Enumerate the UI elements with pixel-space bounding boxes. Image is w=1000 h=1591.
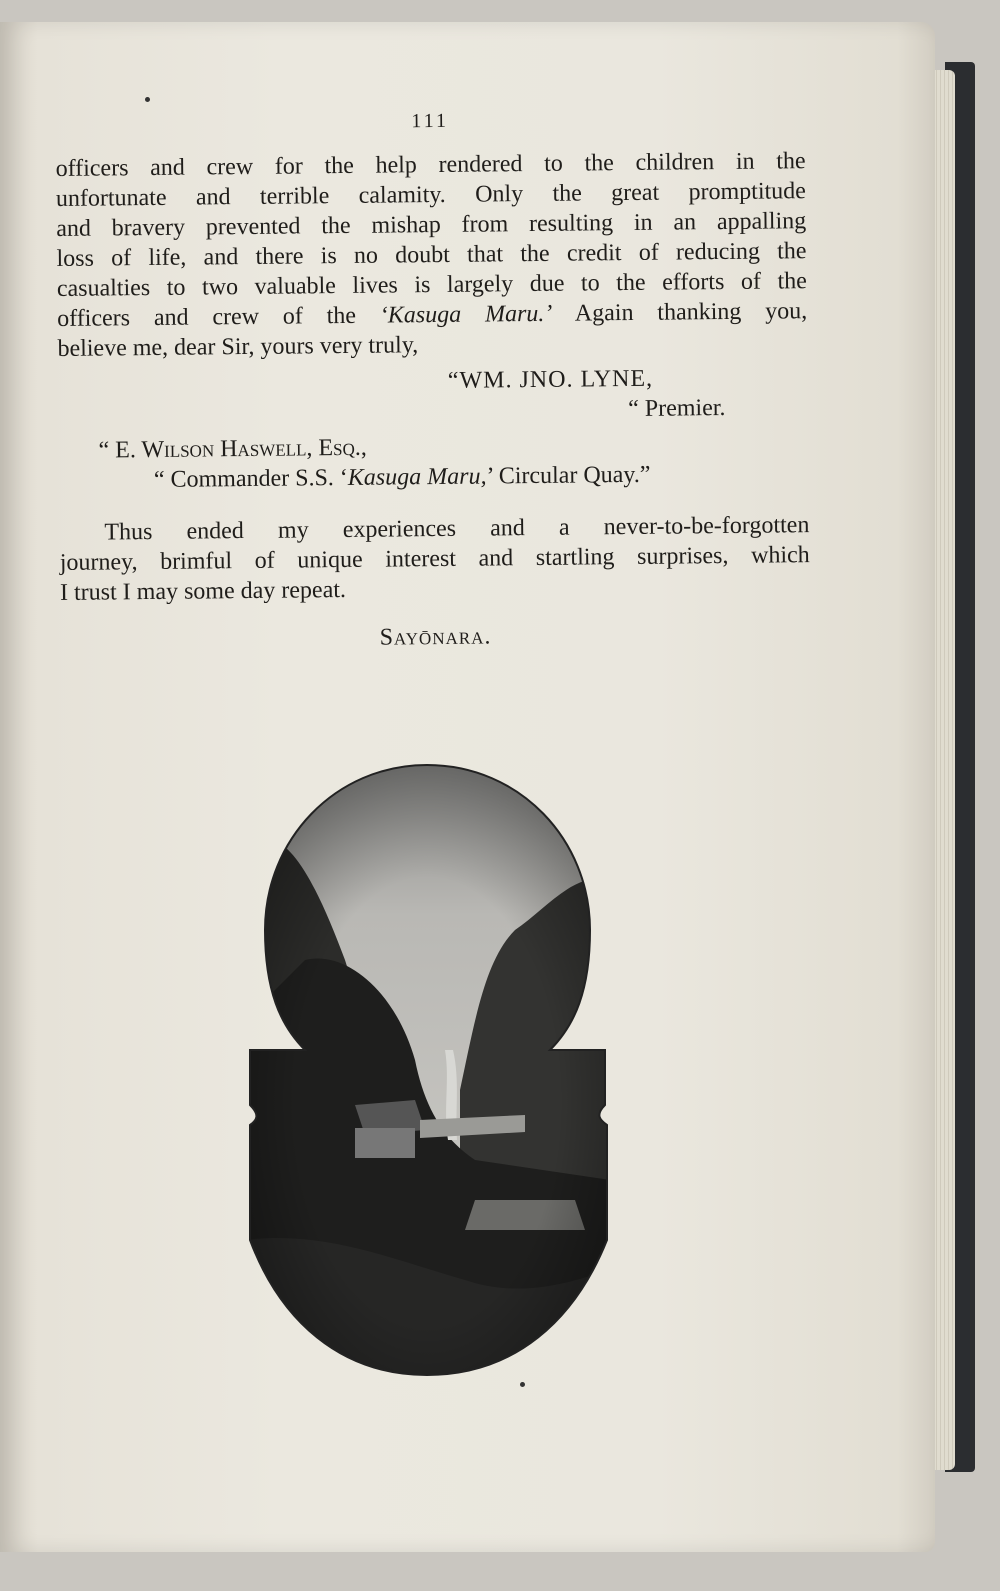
letter-line: officers and crew of the: [57, 302, 357, 332]
addressee-role-prefix: “ Commander S.S. ‘: [153, 464, 348, 493]
closing-line: journey, brimful of unique interest and startling surprises, which: [59, 542, 810, 576]
ink-speck: [145, 97, 150, 102]
farewell: Sayōnara.: [379, 623, 492, 651]
closing-paragraph: [59, 510, 810, 608]
addressee-role-suffix: ’ Circular Quay.”: [486, 461, 651, 490]
letter-line: Again thanking you,: [574, 298, 808, 327]
letter-line: casualties to two valuable lives is largely due to the efforts of the: [56, 268, 807, 302]
ship-name: ‘Kasuga Maru.’: [379, 300, 553, 329]
waterfall-photograph: [245, 760, 610, 1380]
letter-line: loss of life, and there is no doubt that the credit of reducing the: [56, 238, 807, 272]
addressee-name: “ E. Wilson Haswell, Esq.,: [98, 434, 367, 464]
letter-line: and bravery prevented the mishap from resulting in an appalling: [56, 208, 807, 242]
closing-line: Thus ended my experiences and a never-to-be-forgotten: [104, 512, 810, 546]
addressee-role: [59, 458, 809, 496]
signature-title: “ Premier.: [628, 394, 726, 423]
letter-line: officers and crew for the help rendered to the children in the: [55, 148, 806, 182]
page-text: [55, 102, 811, 656]
ink-speck: [520, 1382, 525, 1387]
letter-line: unfortunate and terrible calamity. Only the great promptitude: [55, 178, 807, 212]
signature-name: “WM. JNO. LYNE,: [447, 365, 654, 394]
letter-paragraph: [55, 146, 807, 364]
addressee-ship: Kasuga Maru,: [347, 463, 487, 491]
closing-line: I trust I may some day repeat.: [59, 576, 347, 606]
page-number: 111: [411, 109, 450, 133]
letter-line: believe me, dear Sir, yours very truly,: [57, 332, 419, 362]
